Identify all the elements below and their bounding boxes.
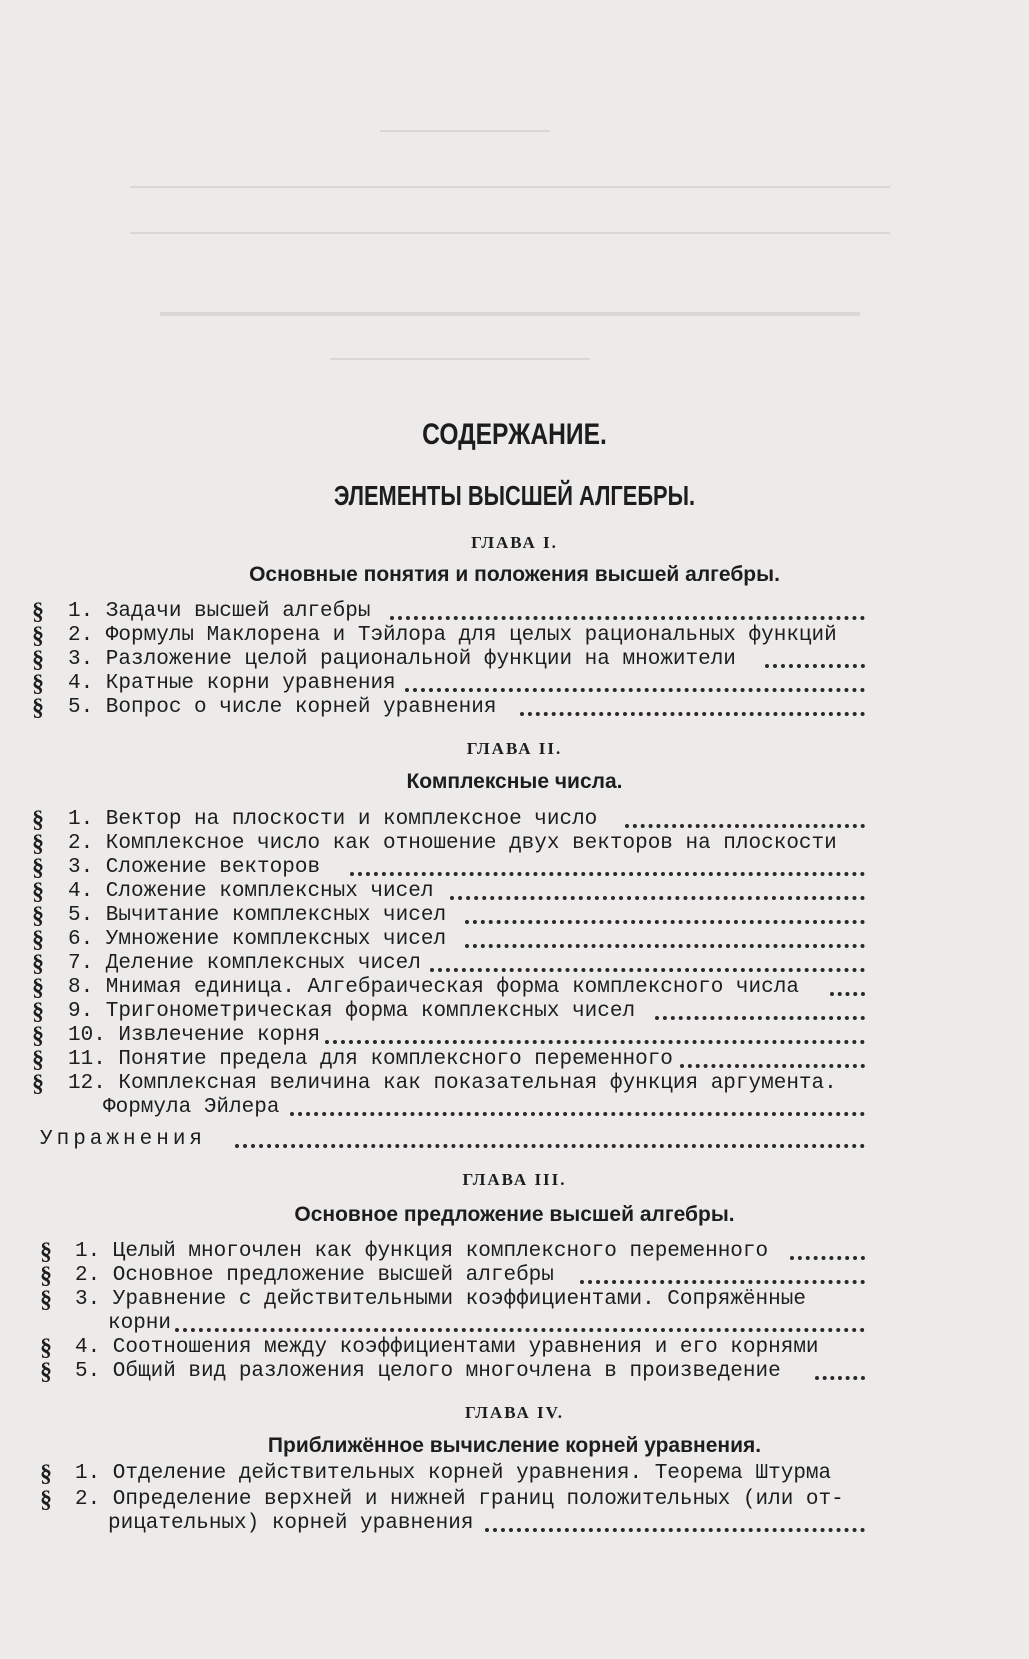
entry-text: 11. Понятие предела для комплексного переменного bbox=[68, 1048, 673, 1071]
section-sign: § bbox=[32, 623, 44, 649]
dot-leader bbox=[430, 964, 865, 972]
section-sign: § bbox=[32, 1047, 44, 1073]
entry-text: 5. Вопрос о числе корней уравнения bbox=[68, 696, 497, 719]
dot-leader bbox=[465, 916, 865, 924]
bleed-through-line bbox=[130, 232, 890, 234]
dot-leader bbox=[485, 1524, 865, 1532]
section-sign: § bbox=[40, 1487, 52, 1513]
dot-leader bbox=[830, 988, 865, 996]
section-sign: § bbox=[32, 807, 44, 833]
dot-leader bbox=[450, 892, 865, 900]
entry-text: 1. Отделение действительных корней уравнения. Теорема Штурма bbox=[75, 1462, 832, 1485]
dot-leader bbox=[520, 708, 865, 716]
chapter-3-title: Основное предложение высшей алгебры. bbox=[294, 1203, 735, 1226]
section-sign: § bbox=[32, 855, 44, 881]
entry-text: 12. Комплексная величина как показательная функция аргумента. bbox=[68, 1072, 837, 1095]
dot-leader bbox=[790, 1252, 865, 1260]
chapter-1-title: Основные понятия и положения высшей алгебры. bbox=[249, 563, 780, 586]
entry-text: 2. Комплексное число как отношение двух векторов на плоскости bbox=[68, 832, 837, 855]
entry-text: 2. Основное предложение высшей алгебры bbox=[75, 1264, 554, 1287]
entry-text: 6. Умножение комплексных чисел bbox=[68, 928, 447, 951]
section-sign: § bbox=[32, 975, 44, 1001]
section-sign: § bbox=[32, 1071, 44, 1097]
dot-leader bbox=[175, 1324, 865, 1332]
entry-text: 5. Общий вид разложения целого многочлена в произведение bbox=[75, 1360, 781, 1383]
dot-leader bbox=[625, 820, 865, 828]
entry-text: 4. Соотношения между коэффициентами уравнения и его корнями bbox=[75, 1336, 819, 1359]
section-sign: § bbox=[32, 647, 44, 673]
section-sign: § bbox=[32, 927, 44, 953]
chapter-4-label: ГЛАВА IV. bbox=[465, 1403, 564, 1422]
chapter-4-title: Приближённое вычисление корней уравнения. bbox=[267, 1434, 762, 1457]
entry-text: 4. Сложение комплексных чисел bbox=[68, 880, 434, 903]
section-sign: § bbox=[40, 1263, 52, 1289]
section-sign: § bbox=[40, 1335, 52, 1361]
dot-leader bbox=[405, 684, 865, 692]
entry-text-continuation: корни bbox=[108, 1312, 172, 1335]
chapter-2-label: ГЛАВА II. bbox=[466, 739, 563, 758]
entry-text: 4. Кратные корни уравнения bbox=[68, 672, 396, 695]
section-sign: § bbox=[32, 951, 44, 977]
entry-text: 3. Сложение векторов bbox=[68, 856, 321, 879]
dot-leader bbox=[290, 1108, 865, 1116]
entry-text: 1. Вектор на плоскости и комплексное число bbox=[68, 808, 598, 831]
chapter-1-label: ГЛАВА I. bbox=[471, 533, 558, 552]
entry-text: 5. Вычитание комплексных чисел bbox=[68, 904, 447, 927]
entry-text: 1. Задачи высшей алгебры bbox=[68, 600, 371, 623]
section-sign: § bbox=[32, 831, 44, 857]
entry-text: 2. Формулы Маклорена и Тэйлора для целых рациональных функций bbox=[68, 624, 837, 647]
section-sign: § bbox=[40, 1239, 52, 1265]
dot-leader bbox=[765, 660, 865, 668]
section-sign: § bbox=[32, 671, 44, 697]
entry-text-continuation: рицательных) корней уравнения bbox=[108, 1512, 474, 1535]
dot-leader bbox=[655, 1012, 865, 1020]
section-sign: § bbox=[32, 879, 44, 905]
section-sign: § bbox=[32, 1023, 44, 1049]
entry-text-continuation: Формула Эйлера bbox=[103, 1096, 280, 1119]
section-sign: § bbox=[32, 695, 44, 721]
entry-text: Упражнения bbox=[40, 1128, 207, 1151]
entry-text: 9. Тригонометрическая форма комплексных чисел bbox=[68, 1000, 636, 1023]
section-sign: § bbox=[32, 599, 44, 625]
dot-leader bbox=[815, 1372, 865, 1380]
page-title: СОДЕРЖАНИЕ. bbox=[422, 418, 607, 451]
chapter-3-label: ГЛАВА III. bbox=[462, 1170, 567, 1189]
bleed-through-line bbox=[330, 358, 590, 360]
entry-text: 7. Деление комплексных чисел bbox=[68, 952, 421, 975]
dot-leader bbox=[350, 868, 865, 876]
dot-leader bbox=[235, 1140, 865, 1148]
section-sign: § bbox=[32, 903, 44, 929]
entry-text: 3. Разложение целой рациональной функции на множители bbox=[68, 648, 736, 671]
entry-text: 8. Мнимая единица. Алгебраическая форма комплексного числа bbox=[68, 976, 799, 999]
entry-text: 3. Уравнение с действительными коэффициентами. Сопряжённые bbox=[75, 1288, 806, 1311]
dot-leader bbox=[390, 612, 865, 620]
entry-text: 2. Определение верхней и нижней границ положительных (или от- bbox=[75, 1488, 844, 1511]
section-sign: § bbox=[40, 1461, 52, 1487]
section-sign: § bbox=[32, 999, 44, 1025]
section-sign: § bbox=[40, 1359, 52, 1385]
entry-text: 1. Целый многочлен как функция комплексного переменного bbox=[75, 1240, 769, 1263]
entry-text: 10. Извлечение корня bbox=[68, 1024, 321, 1047]
section-sign: § bbox=[40, 1287, 52, 1313]
dot-leader bbox=[680, 1060, 865, 1068]
bleed-through-line bbox=[160, 312, 860, 316]
dot-leader bbox=[580, 1276, 865, 1284]
part-title: ЭЛЕМЕНТЫ ВЫСШЕЙ АЛГЕБРЫ. bbox=[333, 480, 696, 511]
bleed-through-line bbox=[380, 130, 550, 132]
bleed-through-line bbox=[130, 186, 890, 188]
dot-leader bbox=[325, 1036, 865, 1044]
dot-leader bbox=[465, 940, 865, 948]
chapter-2-title: Комплексные числа. bbox=[406, 770, 623, 793]
